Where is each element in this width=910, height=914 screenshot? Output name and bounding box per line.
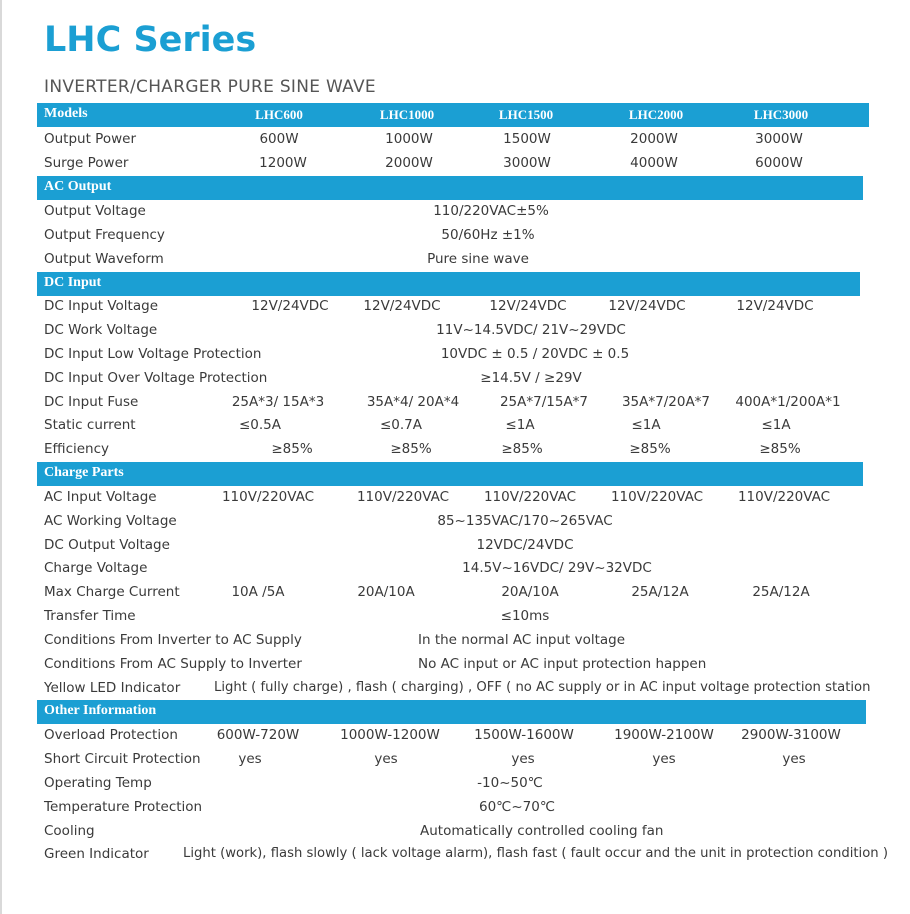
row-efficiency	[0, 438, 910, 462]
row-yellow-led-indicator	[0, 677, 910, 701]
cell-lhc1000: 20A/10A	[357, 584, 415, 600]
cell-all-models: Pure sine wave	[427, 251, 529, 267]
row-label: Short Circuit Protection	[44, 751, 201, 767]
models-header-bar	[37, 103, 869, 127]
cell-lhc1000: 35A*4/ 20A*4	[366, 394, 460, 410]
row-label: DC Input Over Voltage Protection	[44, 370, 268, 386]
row-label: DC Input Low Voltage Protection	[44, 346, 262, 362]
row-green-indicator	[0, 843, 910, 867]
row-temperature-protection	[0, 796, 910, 820]
page-subtitle: INVERTER/CHARGER PURE SINE WAVE	[44, 77, 376, 97]
cell-lhc3000: 25A/12A	[752, 584, 810, 600]
row-label: Yellow LED Indicator	[44, 680, 181, 696]
cell-lhc1000: 12V/24VDC	[363, 298, 441, 314]
row-label: Cooling	[44, 823, 95, 839]
cell-lhc1000: yes	[374, 751, 398, 767]
row-dc-over-voltage-protection	[0, 367, 910, 391]
row-output-frequency	[0, 224, 910, 248]
row-label: AC Input Voltage	[44, 489, 157, 505]
model-lhc3000: LHC3000	[753, 107, 809, 122]
cell-lhc1500: 20A/10A	[501, 584, 559, 600]
cell-lhc1500: yes	[511, 751, 535, 767]
cell-lhc1500: ≤1A	[505, 417, 535, 433]
cell-all-models: Light ( fully charge) , flash ( charging) , OFF ( no AC supply or in AC input voltage protection station	[214, 680, 871, 695]
row-label: Operating Temp	[44, 775, 152, 791]
cell-lhc2000: ≥85%	[629, 441, 671, 457]
row-dc-input-fuse	[0, 391, 910, 415]
row-output-waveform	[0, 248, 910, 272]
cell-lhc1500: 12V/24VDC	[489, 298, 567, 314]
row-label: Conditions From Inverter to AC Supply	[44, 632, 302, 648]
cell-lhc3000: 12V/24VDC	[736, 298, 814, 314]
cell-lhc1000: ≥85%	[390, 441, 432, 457]
row-max-charge-current	[0, 581, 910, 605]
cell-lhc2000: 4000W	[630, 155, 678, 171]
cell-lhc3000: yes	[782, 751, 806, 767]
section-label: Other Information	[44, 703, 157, 718]
model-lhc2000: LHC2000	[628, 107, 684, 122]
row-overload-protection	[0, 724, 910, 748]
model-lhc1000: LHC1000	[379, 107, 435, 122]
cell-lhc3000: ≥85%	[759, 441, 801, 457]
row-label: AC Working Voltage	[44, 513, 177, 529]
section-label: Charge Parts	[44, 465, 124, 480]
row-label: Transfer Time	[44, 608, 136, 624]
cell-all-models: 110/220VAC±5%	[433, 203, 549, 219]
row-label: Overload Protection	[44, 727, 178, 743]
row-static-current	[0, 414, 910, 438]
cell-lhc3000: 6000W	[755, 155, 803, 171]
cell-lhc3000: 400A*1/200A*1	[735, 394, 841, 410]
cell-lhc1000: 110V/220VAC	[356, 489, 450, 505]
cell-lhc2000: yes	[652, 751, 676, 767]
cell-lhc2000: 1900W-2100W	[614, 727, 714, 743]
cell-all-models: 85~135VAC/170~265VAC	[437, 513, 613, 529]
cell-lhc600: ≤0.5A	[238, 417, 282, 433]
row-label: Surge Power	[44, 155, 129, 171]
row-dc-low-voltage-protection	[0, 343, 910, 367]
row-short-circuit-protection	[0, 748, 910, 772]
row-surge-power	[0, 152, 910, 176]
cell-lhc1500: 1500W	[503, 131, 551, 147]
row-output-voltage	[0, 200, 910, 224]
row-cooling	[0, 820, 910, 844]
cell-lhc2000: 12V/24VDC	[608, 298, 686, 314]
cell-all-models: Light (work), flash slowly ( lack voltage alarm), flash fast ( fault occur and the unit in protection condition )	[183, 846, 888, 861]
cell-lhc1000: 1000W	[385, 131, 433, 147]
cell-lhc1000: 2000W	[385, 155, 433, 171]
cell-lhc1500: 25A*7/15A*7	[499, 394, 589, 410]
cell-lhc3000: 2900W-3100W	[741, 727, 841, 743]
model-lhc1500: LHC1500	[498, 107, 554, 122]
cell-lhc2000: 110V/220VAC	[610, 489, 704, 505]
row-transfer-time	[0, 605, 910, 629]
cell-lhc2000: 2000W	[630, 131, 678, 147]
row-dc-input-voltage	[0, 295, 910, 319]
cell-lhc1500: ≥85%	[501, 441, 543, 457]
cell-lhc600: ≥85%	[271, 441, 313, 457]
cell-all-models: 12VDC/24VDC	[476, 537, 574, 553]
cell-all-models: No AC input or AC input protection happen	[418, 656, 707, 672]
row-label: Output Waveform	[44, 251, 164, 267]
section-ac-output	[37, 176, 863, 200]
row-label: DC Input Voltage	[44, 298, 158, 314]
row-dc-output-voltage	[0, 534, 910, 558]
row-charge-voltage	[0, 557, 910, 581]
models-label: Models	[44, 106, 88, 121]
cell-all-models: In the normal AC input voltage	[418, 632, 626, 648]
cell-all-models: 50/60Hz ±1%	[441, 227, 535, 243]
row-label: DC Input Fuse	[44, 394, 139, 410]
cell-lhc1500: 110V/220VAC	[483, 489, 577, 505]
cell-lhc600: yes	[238, 751, 262, 767]
cell-lhc1000: 1000W-1200W	[340, 727, 440, 743]
row-label: Conditions From AC Supply to Inverter	[44, 656, 302, 672]
cell-lhc3000: 3000W	[755, 131, 803, 147]
cell-lhc600: 25A*3/ 15A*3	[231, 394, 325, 410]
row-label: Output Frequency	[44, 227, 165, 243]
cell-lhc600: 600W	[259, 131, 299, 147]
cell-lhc600: 1200W	[259, 155, 307, 171]
row-conditions-ac-to-inverter	[0, 653, 910, 677]
row-label: Static current	[44, 417, 136, 433]
cell-lhc3000: 110V/220VAC	[737, 489, 831, 505]
row-dc-work-voltage	[0, 319, 910, 343]
cell-all-models: ≥14.5V / ≥29V	[480, 370, 582, 386]
cell-all-models: 10VDC ± 0.5 / 20VDC ± 0.5	[440, 346, 630, 362]
section-dc-input	[37, 272, 860, 296]
cell-lhc600: 10A /5A	[231, 584, 285, 600]
row-output-power	[0, 128, 910, 152]
section-label: AC Output	[44, 179, 112, 194]
cell-lhc2000: 25A/12A	[631, 584, 689, 600]
row-label: Charge Voltage	[44, 560, 148, 576]
row-label: Output Voltage	[44, 203, 146, 219]
cell-all-models: 60℃~70℃	[479, 799, 555, 815]
cell-all-models: 11V~14.5VDC/ 21V~29VDC	[436, 322, 626, 338]
row-ac-input-voltage	[0, 486, 910, 510]
row-label: Efficiency	[44, 441, 110, 457]
cell-all-models: ≤10ms	[500, 608, 550, 624]
row-label: Temperature Protection	[44, 799, 203, 815]
row-operating-temp	[0, 772, 910, 796]
cell-lhc600: 12V/24VDC	[251, 298, 329, 314]
cell-lhc600: 600W-720W	[216, 727, 300, 743]
cell-lhc1500: 1500W-1600W	[474, 727, 574, 743]
row-label: Output Power	[44, 131, 137, 147]
section-label: DC Input	[44, 275, 102, 290]
cell-lhc600: 110V/220VAC	[221, 489, 315, 505]
model-lhc600: LHC600	[255, 107, 303, 122]
cell-all-models: -10~50℃	[477, 775, 543, 791]
row-label: DC Work Voltage	[44, 322, 158, 338]
cell-lhc2000: 35A*7/20A*7	[621, 394, 711, 410]
cell-lhc1500: 3000W	[503, 155, 551, 171]
cell-all-models: 14.5V~16VDC/ 29V~32VDC	[462, 560, 652, 576]
row-label: Green Indicator	[44, 846, 149, 862]
section-other-information	[37, 700, 866, 724]
section-charge-parts	[37, 462, 863, 486]
cell-all-models: Automatically controlled cooling fan	[420, 823, 664, 839]
page-title: LHC Series	[44, 20, 257, 60]
row-ac-working-voltage	[0, 510, 910, 534]
cell-lhc3000: ≤1A	[761, 417, 791, 433]
cell-lhc1000: ≤0.7A	[379, 417, 423, 433]
cell-lhc2000: ≤1A	[631, 417, 661, 433]
row-label: DC Output Voltage	[44, 537, 170, 553]
row-conditions-inverter-to-ac	[0, 629, 910, 653]
row-label: Max Charge Current	[44, 584, 180, 600]
